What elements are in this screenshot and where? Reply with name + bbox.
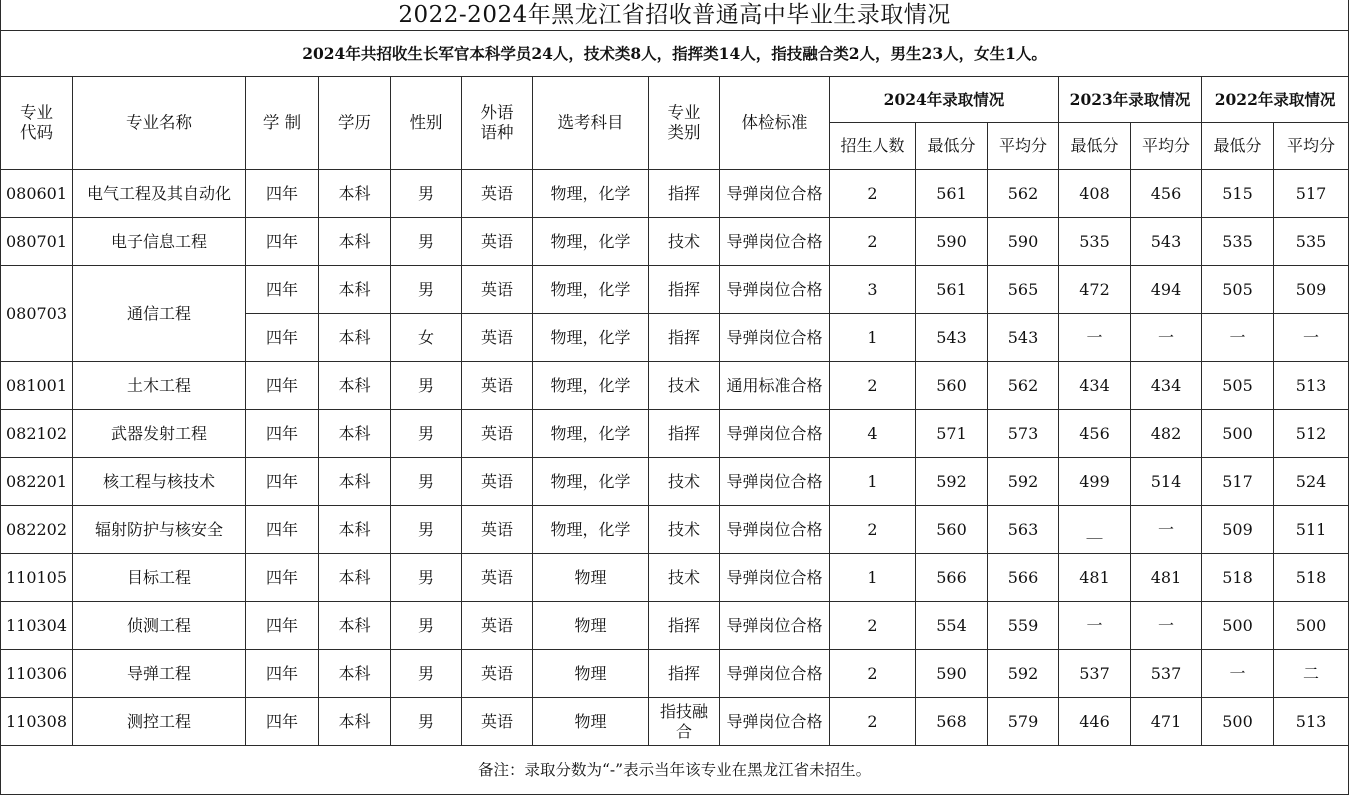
cell-min2022: 一 [1202,650,1274,698]
cell-subjects: 物理 [533,698,649,746]
cell-code: 110308 [1,698,73,746]
header-min-2022: 最低分 [1202,123,1274,170]
table-row [1,218,1349,266]
cell-code: 080701 [1,218,73,266]
cell-language: 英语 [462,314,533,362]
cell-enrolled: 1 [830,458,916,506]
cell-min2024: 560 [916,362,988,410]
cell-physical: 导弹岗位合格 [720,458,830,506]
cell-physical: 导弹岗位合格 [720,170,830,218]
table-row [1,554,1349,602]
cell-code: 082201 [1,458,73,506]
cell-enrolled: 3 [830,266,916,314]
cell-subjects: 物理 [533,554,649,602]
cell-language: 英语 [462,218,533,266]
cell-avg2023: 514 [1131,458,1202,506]
cell-avg2024: 579 [988,698,1059,746]
cell-avg2024: 592 [988,650,1059,698]
cell-degree: 本科 [319,602,391,650]
cell-enrolled: 2 [830,602,916,650]
cell-code: 080601 [1,170,73,218]
cell-min2023: 446 [1059,698,1131,746]
cell-degree: 本科 [319,698,391,746]
cell-physical: 导弹岗位合格 [720,218,830,266]
cell-duration: 四年 [246,554,319,602]
header-avg-2023: 平均分 [1131,123,1202,170]
header-avg-2022: 平均分 [1274,123,1349,170]
header-group-2022: 2022年录取情况 [1202,77,1349,123]
cell-language: 英语 [462,506,533,554]
cell-avg2024: 573 [988,410,1059,458]
footnote: 备注：录取分数为“-”表示当年该专业在黑龙江省未招生。 [1,746,1349,795]
cell-physical: 导弹岗位合格 [720,266,830,314]
cell-min2023: 535 [1059,218,1131,266]
cell-name: 通信工程 [73,266,246,362]
cell-language: 英语 [462,698,533,746]
cell-physical: 导弹岗位合格 [720,554,830,602]
cell-min2022: 505 [1202,266,1274,314]
cell-avg2024: 562 [988,362,1059,410]
cell-min2022: 505 [1202,362,1274,410]
cell-gender: 男 [391,458,462,506]
cell-subjects: 物理，化学 [533,218,649,266]
table-row [1,410,1349,458]
cell-min2024: 560 [916,506,988,554]
cell-category: 技术 [649,458,720,506]
cell-avg2022: 512 [1274,410,1349,458]
cell-min2024: 566 [916,554,988,602]
cell-subjects: 物理 [533,650,649,698]
cell-subjects: 物理 [533,602,649,650]
cell-avg2022: 524 [1274,458,1349,506]
cell-degree: 本科 [319,170,391,218]
cell-language: 英语 [462,410,533,458]
cell-gender: 男 [391,506,462,554]
cell-degree: 本科 [319,362,391,410]
cell-name: 武器发射工程 [73,410,246,458]
cell-avg2022: 513 [1274,698,1349,746]
cell-physical: 导弹岗位合格 [720,506,830,554]
cell-degree: 本科 [319,218,391,266]
cell-min2023: 408 [1059,170,1131,218]
cell-min2024: 561 [916,170,988,218]
cell-category: 指挥 [649,602,720,650]
cell-language: 英语 [462,266,533,314]
cell-language: 英语 [462,458,533,506]
cell-avg2023: 494 [1131,266,1202,314]
cell-avg2023: 456 [1131,170,1202,218]
header-language: 外语 语种 [462,77,533,170]
cell-subjects: 物理，化学 [533,410,649,458]
cell-enrolled: 2 [830,170,916,218]
cell-min2024: 571 [916,410,988,458]
header-group-2023: 2023年录取情况 [1059,77,1202,123]
cell-code: 081001 [1,362,73,410]
cell-category: 指挥 [649,314,720,362]
cell-physical: 导弹岗位合格 [720,314,830,362]
header-avg-2024: 平均分 [988,123,1059,170]
cell-category: 技术 [649,362,720,410]
cell-min2024: 590 [916,218,988,266]
cell-duration: 四年 [246,362,319,410]
cell-name: 侦测工程 [73,602,246,650]
header-category: 专业 类别 [649,77,720,170]
cell-duration: 四年 [246,314,319,362]
cell-avg2022: 二 [1274,650,1349,698]
cell-avg2022: 511 [1274,506,1349,554]
cell-min2022: 518 [1202,554,1274,602]
cell-enrolled: 2 [830,698,916,746]
cell-subjects: 物理，化学 [533,170,649,218]
cell-name: 目标工程 [73,554,246,602]
cell-code: 082202 [1,506,73,554]
cell-enrolled: 2 [830,362,916,410]
cell-category: 技术 [649,218,720,266]
page-title: 2022-2024年黑龙江省招收普通高中毕业生录取情况 [1,0,1349,31]
cell-duration: 四年 [246,698,319,746]
header-gender: 性别 [391,77,462,170]
cell-category: 技术 [649,554,720,602]
cell-duration: 四年 [246,218,319,266]
cell-min2024: 543 [916,314,988,362]
cell-enrolled: 2 [830,506,916,554]
cell-avg2022: 509 [1274,266,1349,314]
cell-subjects: 物理，化学 [533,266,649,314]
cell-min2022: 535 [1202,218,1274,266]
cell-min2023: 537 [1059,650,1131,698]
cell-category: 指挥 [649,170,720,218]
cell-name: 辐射防护与核安全 [73,506,246,554]
cell-duration: 四年 [246,266,319,314]
cell-gender: 男 [391,410,462,458]
cell-enrolled: 2 [830,218,916,266]
cell-degree: 本科 [319,554,391,602]
cell-avg2024: 559 [988,602,1059,650]
cell-code: 082102 [1,410,73,458]
cell-avg2024: 566 [988,554,1059,602]
cell-avg2024: 563 [988,506,1059,554]
cell-physical: 导弹岗位合格 [720,602,830,650]
cell-degree: 本科 [319,314,391,362]
cell-category: 指技融 合 [649,698,720,746]
cell-avg2022: 513 [1274,362,1349,410]
table-row [1,602,1349,650]
table-row [1,362,1349,410]
cell-language: 英语 [462,554,533,602]
header-name: 专业名称 [73,77,246,170]
cell-min2024: 592 [916,458,988,506]
cell-avg2024: 565 [988,266,1059,314]
cell-gender: 男 [391,266,462,314]
cell-avg2024: 592 [988,458,1059,506]
cell-physical: 通用标准合格 [720,362,830,410]
cell-avg2024: 543 [988,314,1059,362]
cell-gender: 女 [391,314,462,362]
header-degree: 学历 [319,77,391,170]
summary-text: 2024年共招收生长军官本科学员24人，技术类8人，指挥类14人，指技融合类2人，男生23人，女生1人。 [1,31,1349,77]
table-row [1,506,1349,554]
cell-avg2024: 562 [988,170,1059,218]
cell-language: 英语 [462,362,533,410]
cell-min2022: 500 [1202,602,1274,650]
cell-min2024: 561 [916,266,988,314]
cell-avg2023: 481 [1131,554,1202,602]
table-row [1,650,1349,698]
cell-category: 指挥 [649,650,720,698]
cell-duration: 四年 [246,458,319,506]
cell-avg2023: 543 [1131,218,1202,266]
cell-physical: 导弹岗位合格 [720,650,830,698]
cell-min2022: 500 [1202,410,1274,458]
cell-name: 电子信息工程 [73,218,246,266]
cell-code: 110304 [1,602,73,650]
header-code: 专业 代码 [1,77,73,170]
table-row [1,458,1349,506]
cell-avg2023: 一 [1131,314,1202,362]
cell-degree: 本科 [319,506,391,554]
cell-gender: 男 [391,698,462,746]
cell-min2024: 568 [916,698,988,746]
cell-gender: 男 [391,170,462,218]
cell-min2023: 一 [1059,602,1131,650]
cell-duration: 四年 [246,506,319,554]
cell-gender: 男 [391,554,462,602]
cell-avg2022: 517 [1274,170,1349,218]
cell-duration: 四年 [246,650,319,698]
header-min-2023: 最低分 [1059,123,1131,170]
cell-min2023: 472 [1059,266,1131,314]
cell-gender: 男 [391,602,462,650]
cell-min2023: __ [1059,506,1131,554]
cell-min2023: 481 [1059,554,1131,602]
cell-min2022: 515 [1202,170,1274,218]
cell-enrolled: 1 [830,314,916,362]
cell-min2023: 434 [1059,362,1131,410]
cell-duration: 四年 [246,602,319,650]
cell-avg2022: 一 [1274,314,1349,362]
header-physical: 体检标准 [720,77,830,170]
cell-min2024: 554 [916,602,988,650]
cell-duration: 四年 [246,410,319,458]
cell-min2024: 590 [916,650,988,698]
cell-physical: 导弹岗位合格 [720,410,830,458]
cell-avg2022: 535 [1274,218,1349,266]
header-duration: 学 制 [246,77,319,170]
table-row [1,266,1349,314]
table-row [1,698,1349,746]
cell-category: 技术 [649,506,720,554]
cell-avg2023: 一 [1131,602,1202,650]
cell-category: 指挥 [649,410,720,458]
cell-subjects: 物理，化学 [533,362,649,410]
header-min-2024: 最低分 [916,123,988,170]
header-subjects: 选考科目 [533,77,649,170]
cell-name: 土木工程 [73,362,246,410]
cell-min2022: 509 [1202,506,1274,554]
cell-subjects: 物理，化学 [533,458,649,506]
cell-min2023: 499 [1059,458,1131,506]
cell-min2023: 一 [1059,314,1131,362]
cell-code: 080703 [1,266,73,362]
cell-enrolled: 4 [830,410,916,458]
cell-enrolled: 2 [830,650,916,698]
cell-avg2022: 500 [1274,602,1349,650]
cell-category: 指挥 [649,266,720,314]
cell-subjects: 物理，化学 [533,506,649,554]
cell-degree: 本科 [319,458,391,506]
cell-avg2023: 471 [1131,698,1202,746]
cell-code: 110306 [1,650,73,698]
cell-name: 导弹工程 [73,650,246,698]
cell-degree: 本科 [319,650,391,698]
cell-degree: 本科 [319,266,391,314]
cell-physical: 导弹岗位合格 [720,698,830,746]
table-row [1,170,1349,218]
cell-avg2024: 590 [988,218,1059,266]
cell-min2022: 517 [1202,458,1274,506]
cell-enrolled: 1 [830,554,916,602]
cell-min2023: 456 [1059,410,1131,458]
cell-gender: 男 [391,650,462,698]
cell-language: 英语 [462,650,533,698]
cell-code: 110105 [1,554,73,602]
cell-name: 电气工程及其自动化 [73,170,246,218]
cell-avg2023: 537 [1131,650,1202,698]
cell-language: 英语 [462,170,533,218]
cell-avg2023: 434 [1131,362,1202,410]
cell-avg2023: 一 [1131,506,1202,554]
cell-gender: 男 [391,362,462,410]
cell-avg2023: 482 [1131,410,1202,458]
header-enrolled-2024: 招生人数 [830,123,916,170]
cell-gender: 男 [391,218,462,266]
cell-min2022: 500 [1202,698,1274,746]
cell-language: 英语 [462,602,533,650]
cell-min2022: 一 [1202,314,1274,362]
header-group-2024: 2024年录取情况 [830,77,1059,123]
cell-degree: 本科 [319,410,391,458]
cell-name: 核工程与核技术 [73,458,246,506]
cell-duration: 四年 [246,170,319,218]
cell-avg2022: 518 [1274,554,1349,602]
cell-name: 测控工程 [73,698,246,746]
cell-subjects: 物理，化学 [533,314,649,362]
